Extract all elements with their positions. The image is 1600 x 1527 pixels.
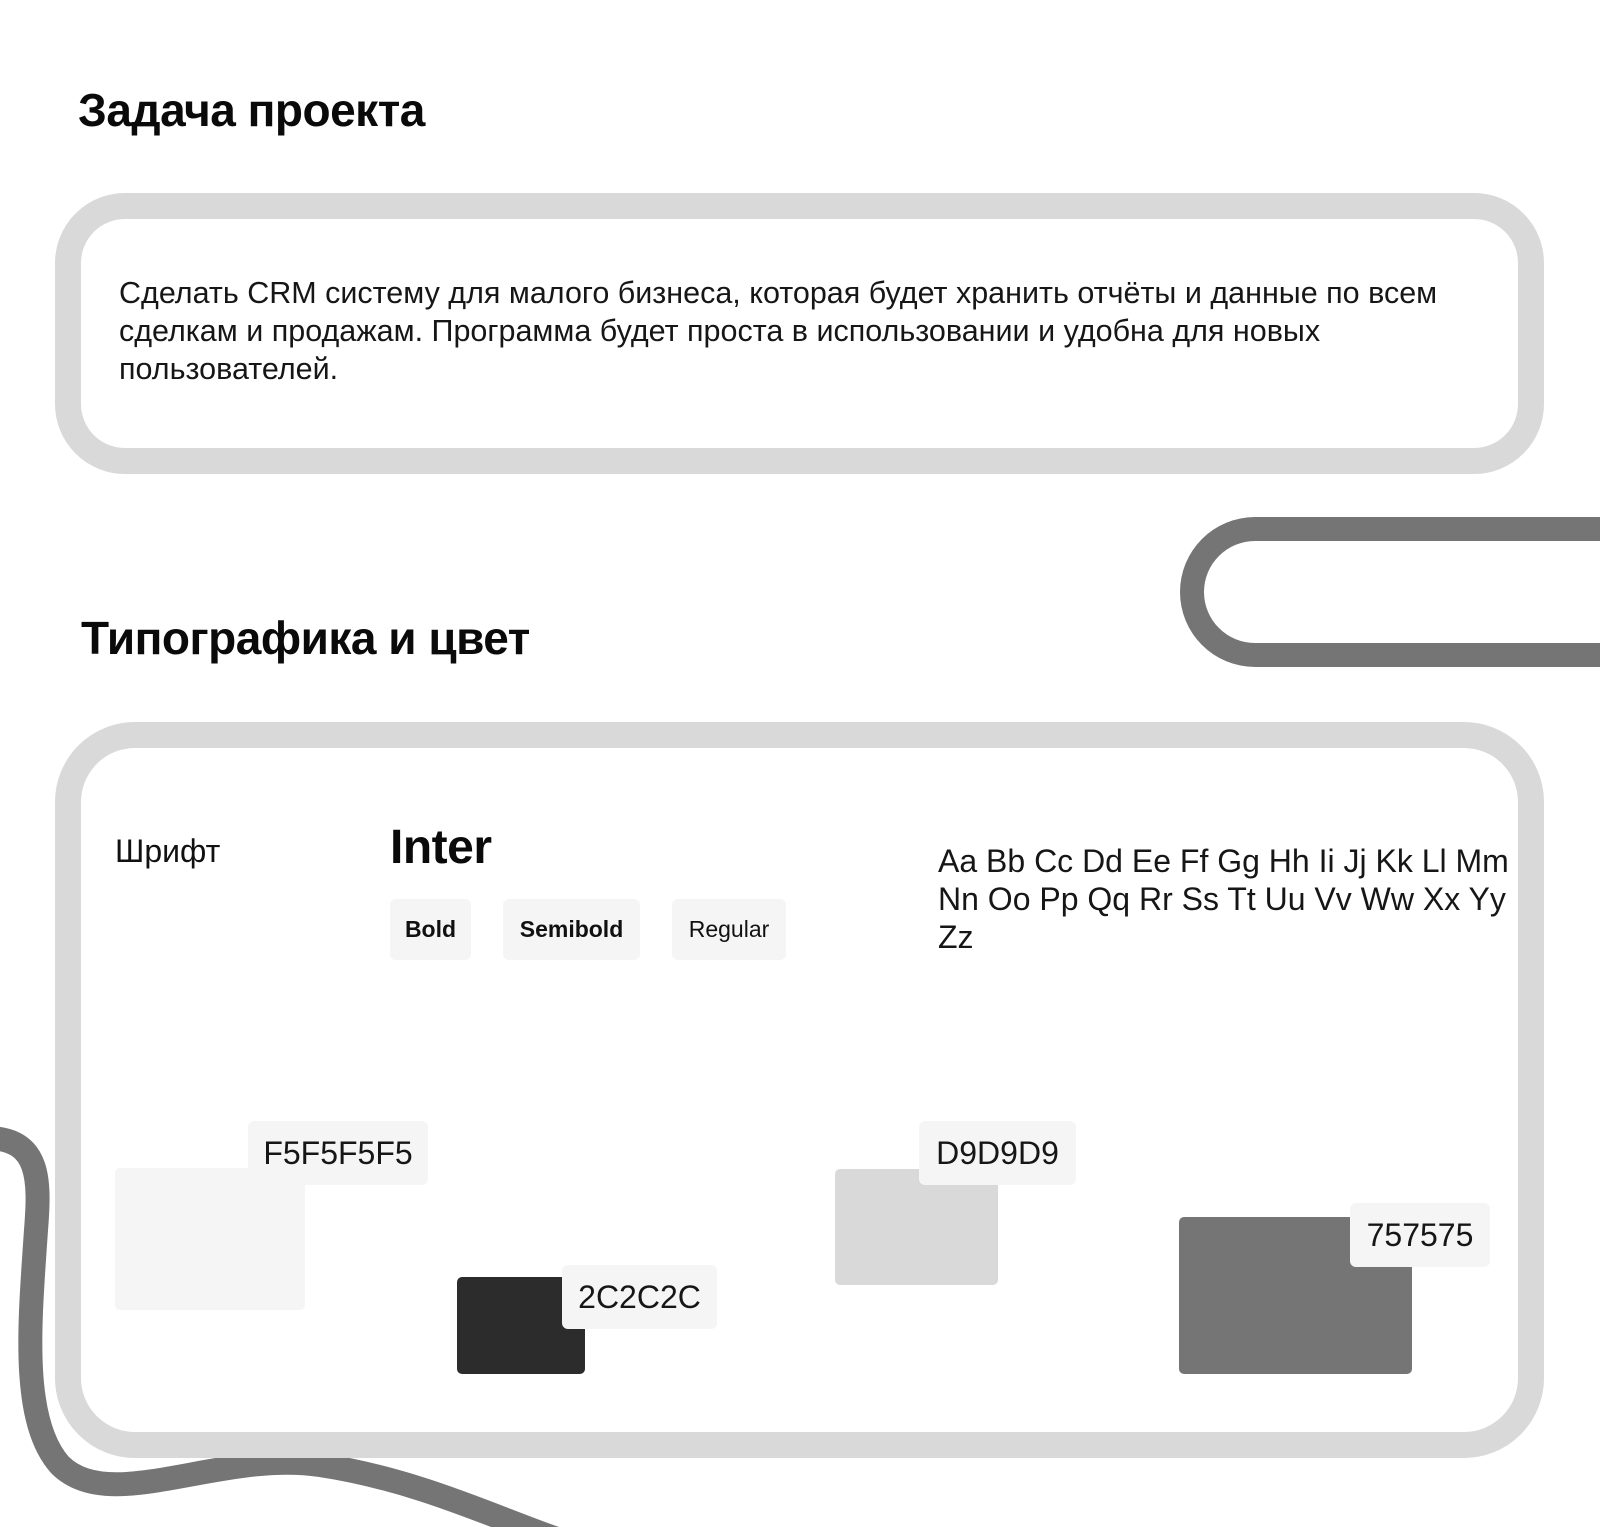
- decorative-pill: [1180, 517, 1600, 667]
- section-title-typography: Типографика и цвет: [81, 612, 530, 664]
- color-label-d9d9d9: D9D9D9: [919, 1121, 1076, 1185]
- color-swatch-d9d9d9: [835, 1169, 998, 1285]
- weight-chip-regular: Regular: [672, 899, 786, 960]
- alphabet-sample: Aa Bb Cc Dd Ee Ff Gg Hh Ii Jj Kk Ll Mm Nn Oo Pp Qq Rr Ss Tt Uu Vv Ww Xx Yy Zz: [938, 843, 1509, 955]
- section-title-task: Задача проекта: [78, 84, 425, 136]
- color-swatch-f5f5f5: [115, 1168, 305, 1310]
- font-name: Inter: [390, 821, 492, 874]
- color-label-f5f5f5: F5F5F5F5: [248, 1121, 428, 1185]
- color-label-757575: 757575: [1350, 1203, 1490, 1267]
- weight-chip-semibold: Semibold: [503, 899, 640, 960]
- color-label-2c2c2c: 2C2C2C: [562, 1265, 717, 1329]
- font-label: Шрифт: [115, 833, 221, 869]
- weight-chip-bold: Bold: [390, 899, 471, 960]
- task-description: Сделать CRM систему для малого бизнеса, которая будет хранить отчёты и данные по всем сделкам и продажам. Программа будет проста в использовании и удобна для новых пользователей.: [119, 276, 1438, 386]
